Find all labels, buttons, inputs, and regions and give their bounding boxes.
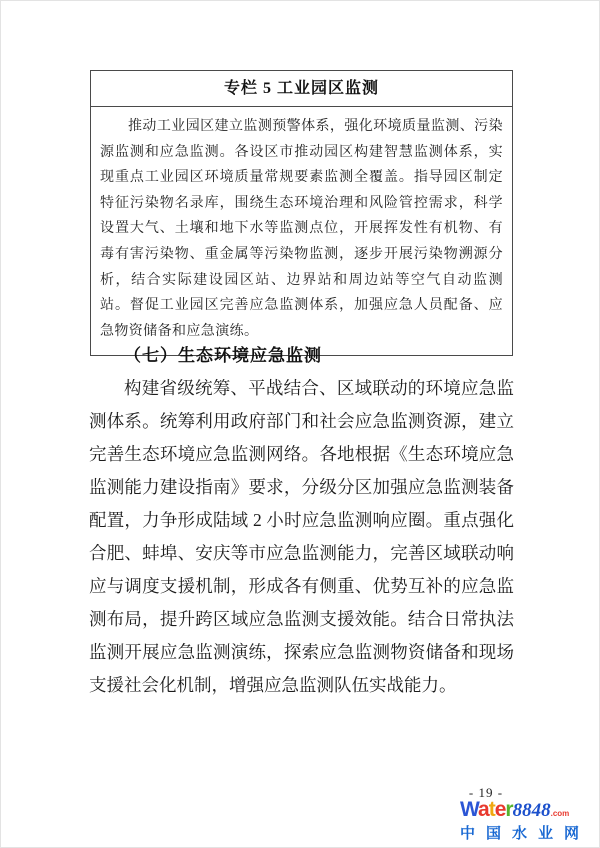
column-box-body: 推动工业园区建立监测预警体系，强化环境质量监测、污染源监测和应急监测。各设区市推动园区构建智慧监测体系，实现重点工业园区环境质量常规要素监测全覆盖。指导园区制定特征污染物名录库，围绕生态环境治理和风险管控需求，科学设置大气、土壤和地下水等监测点位，开展挥发性有机物、有毒有害污染物、重金属等污染物监测，逐步开展污染物溯源分析，结合实际建设园区站、边界站和周边站等空气自动监测站。督促工业园区完善应急监测体系，加强应急人员配备、应急物资储备和应急演练。	[100, 119, 503, 339]
column-box	[90, 70, 513, 356]
section-heading: （七）生态环境应急监测	[124, 346, 322, 365]
watermark-letter-a: a	[478, 798, 489, 821]
watermark-number: 8848	[512, 800, 551, 821]
watermark-tld: .com	[550, 809, 570, 818]
page-number: - 19 -	[468, 785, 504, 800]
document-page	[1, 1, 599, 847]
watermark-letter-w: W	[460, 798, 479, 821]
watermark-logo-wordmark	[460, 799, 596, 822]
watermark-letter-e: e	[494, 798, 506, 821]
watermark-logo	[460, 799, 596, 843]
watermark-letter-t: t	[488, 798, 495, 821]
watermark-chinese-name: 中国水业网	[460, 825, 591, 842]
section-paragraph: 构建省级统筹、平战结合、区域联动的环境应急监测体系。统筹利用政府部门和社会应急监测资源，建立完善生态环境应急监测网络。各地根据《生态环境应急监测能力建设指南》要求，分级分区加强应急监测装备配置，力争形成陆域 2 小时应急监测响应圈。重点强化合肥、蚌埠、安庆等市应急监测能力，完善区域联动响应与调度支援机制，形成各有侧重、优势互补的应急监测布局，提升跨区域应急监测支援效能。结合日常执法监测开展应急监测演练，探索应急监测物资储备和现场支援社会化机制，增强应急监测队伍实战能力。	[89, 378, 514, 695]
column-box-title: 专栏 5 工业园区监测	[91, 71, 512, 107]
watermark-letter-r: r	[505, 798, 513, 821]
